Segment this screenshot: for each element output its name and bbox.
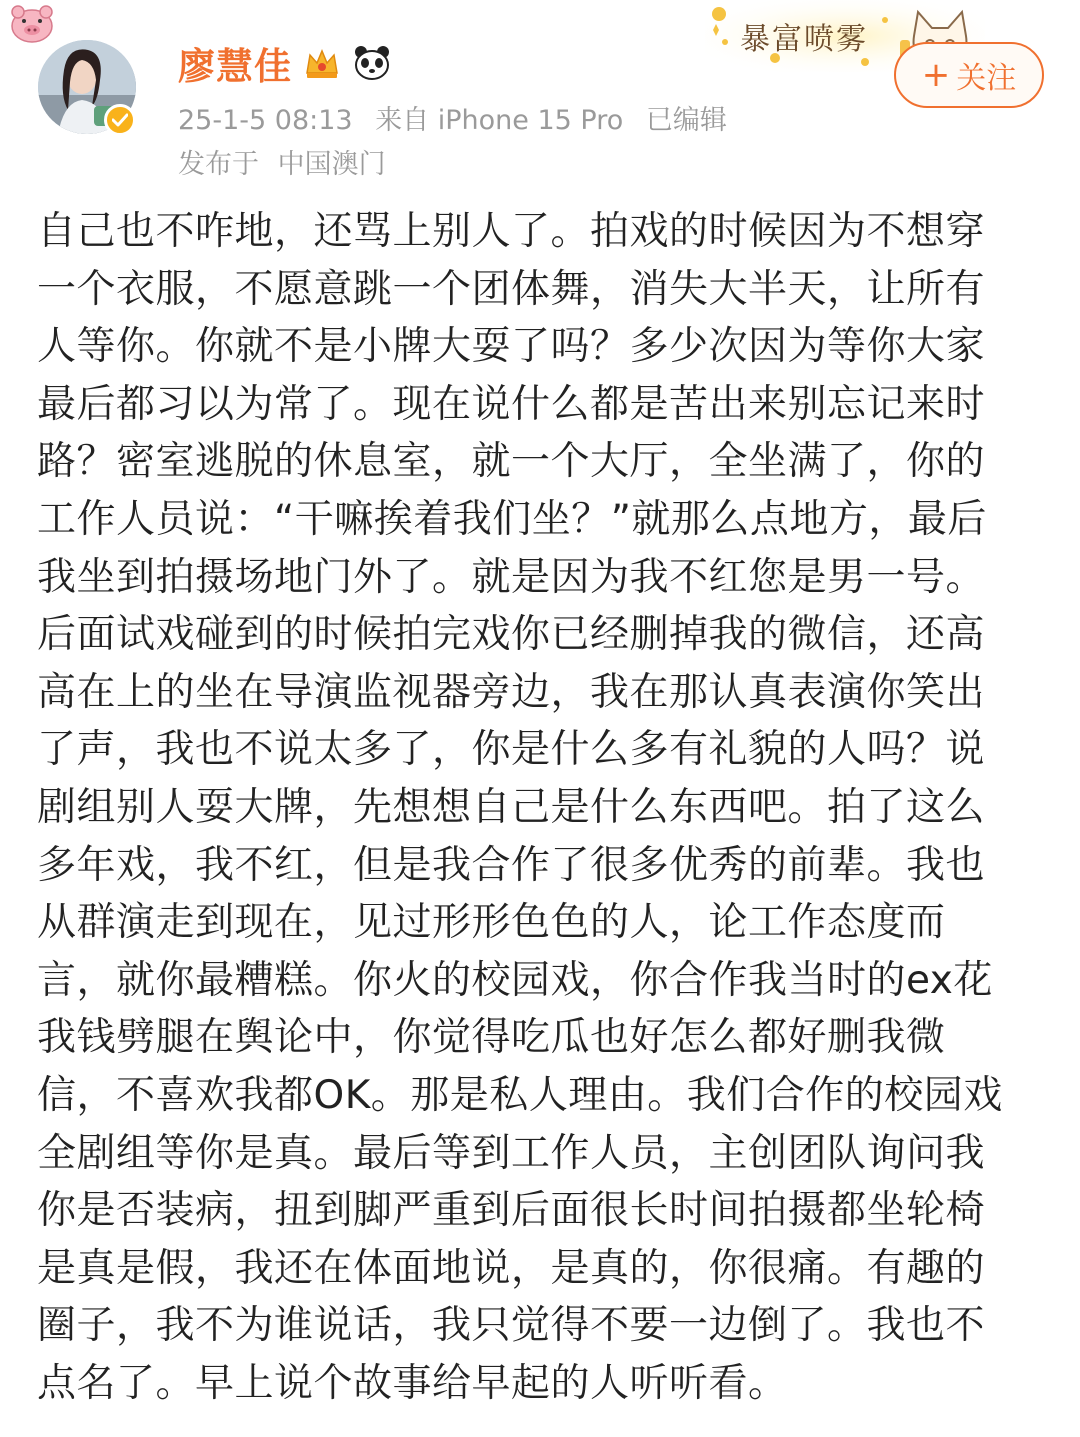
post-text-line: 高在上的坐在导演监视器旁边，我在那认真表演你笑出 [37,669,986,715]
plus-icon: + [921,55,951,95]
panda-icon [352,43,392,83]
post-text-line: 全剧组等你是真。最后等到工作人员，主创团队询问我 [37,1130,986,1176]
username[interactable]: 廖慧佳 [178,45,292,88]
post-text-line: 你是否装病，扭到脚严重到后面很长时间拍摄都坐轮椅 [37,1188,986,1234]
decor-text: 暴富喷雾 [740,22,868,57]
verified-badge-icon [104,104,136,136]
crown-icon [302,43,342,83]
post-text-line: 言，就你最糟糕。你火的校园戏，你合作我当时的ex花 [37,957,993,1003]
post-source: 来自 iPhone 15 Pro [375,105,624,136]
post-text-line: 后面试戏碰到的时候拍完戏你已经删掉我的微信，还高 [37,612,986,658]
post-text-line: 人等你。你就不是小牌大耍了吗？多少次因为等你大家 [37,324,986,370]
post-text-line: 工作人员说：“干嘛挨着我们坐？”就那么点地方，最后 [37,496,987,542]
post-text-line: 点名了。早上说个故事给早起的人听听看。 [37,1360,788,1406]
post-text-line: 最后都习以为常了。现在说什么都是苦出来别忘记来时 [37,381,986,427]
post-timestamp: 25-1-5 08:13 [178,105,353,136]
post-text-line: 了声，我也不说太多了，你是什么多有礼貌的人吗？说 [37,727,986,773]
post-text-line: 信，不喜欢我都OK。那是私人理由。我们合作的校园戏 [37,1072,1003,1118]
post-text-line: 我坐到拍摄场地门外了。就是因为我不红您是男一号。 [37,554,986,600]
post-text-line: 是真是假，我还在体面地说，是真的，你很痛。有趣的 [37,1245,986,1291]
post-location [178,142,396,181]
pig-pendant-icon [6,4,58,44]
post-body [37,203,1047,1412]
post-text-line: 剧组别人耍大牌，先想想自己是什么东西吧。拍了这么 [37,784,986,830]
location-label: 发布于 [178,149,259,180]
post-text-line: 路？密室逃脱的休息室，就一个大厅，全坐满了，你的 [37,439,986,485]
post-text-line: 从群演走到现在，见过形形色色的人，论工作态度而 [37,900,946,946]
post-text-line: 一个衣服，不愿意跳一个团体舞，消失大半天，让所有 [37,266,986,312]
post-text-line: 我钱劈腿在舆论中，你觉得吃瓜也好怎么都好删我微 [37,1015,946,1061]
username-row [178,40,392,86]
follow-label: 关注 [956,61,1017,96]
post-text-line: 多年戏，我不红，但是我合作了很多优秀的前辈。我也 [37,842,986,888]
follow-button[interactable] [894,42,1044,108]
post-meta [178,98,741,137]
post-text-line: 圈子，我不为谁说话，我只觉得不要一边倒了。我也不 [37,1303,986,1349]
location-value: 中国澳门 [277,149,386,180]
post-text-line: 自己也不咋地，还骂上别人了。拍戏的时候因为不想穿 [37,209,986,254]
avatar-area [0,0,150,140]
post-edited-label[interactable]: 已编辑 [645,105,727,136]
